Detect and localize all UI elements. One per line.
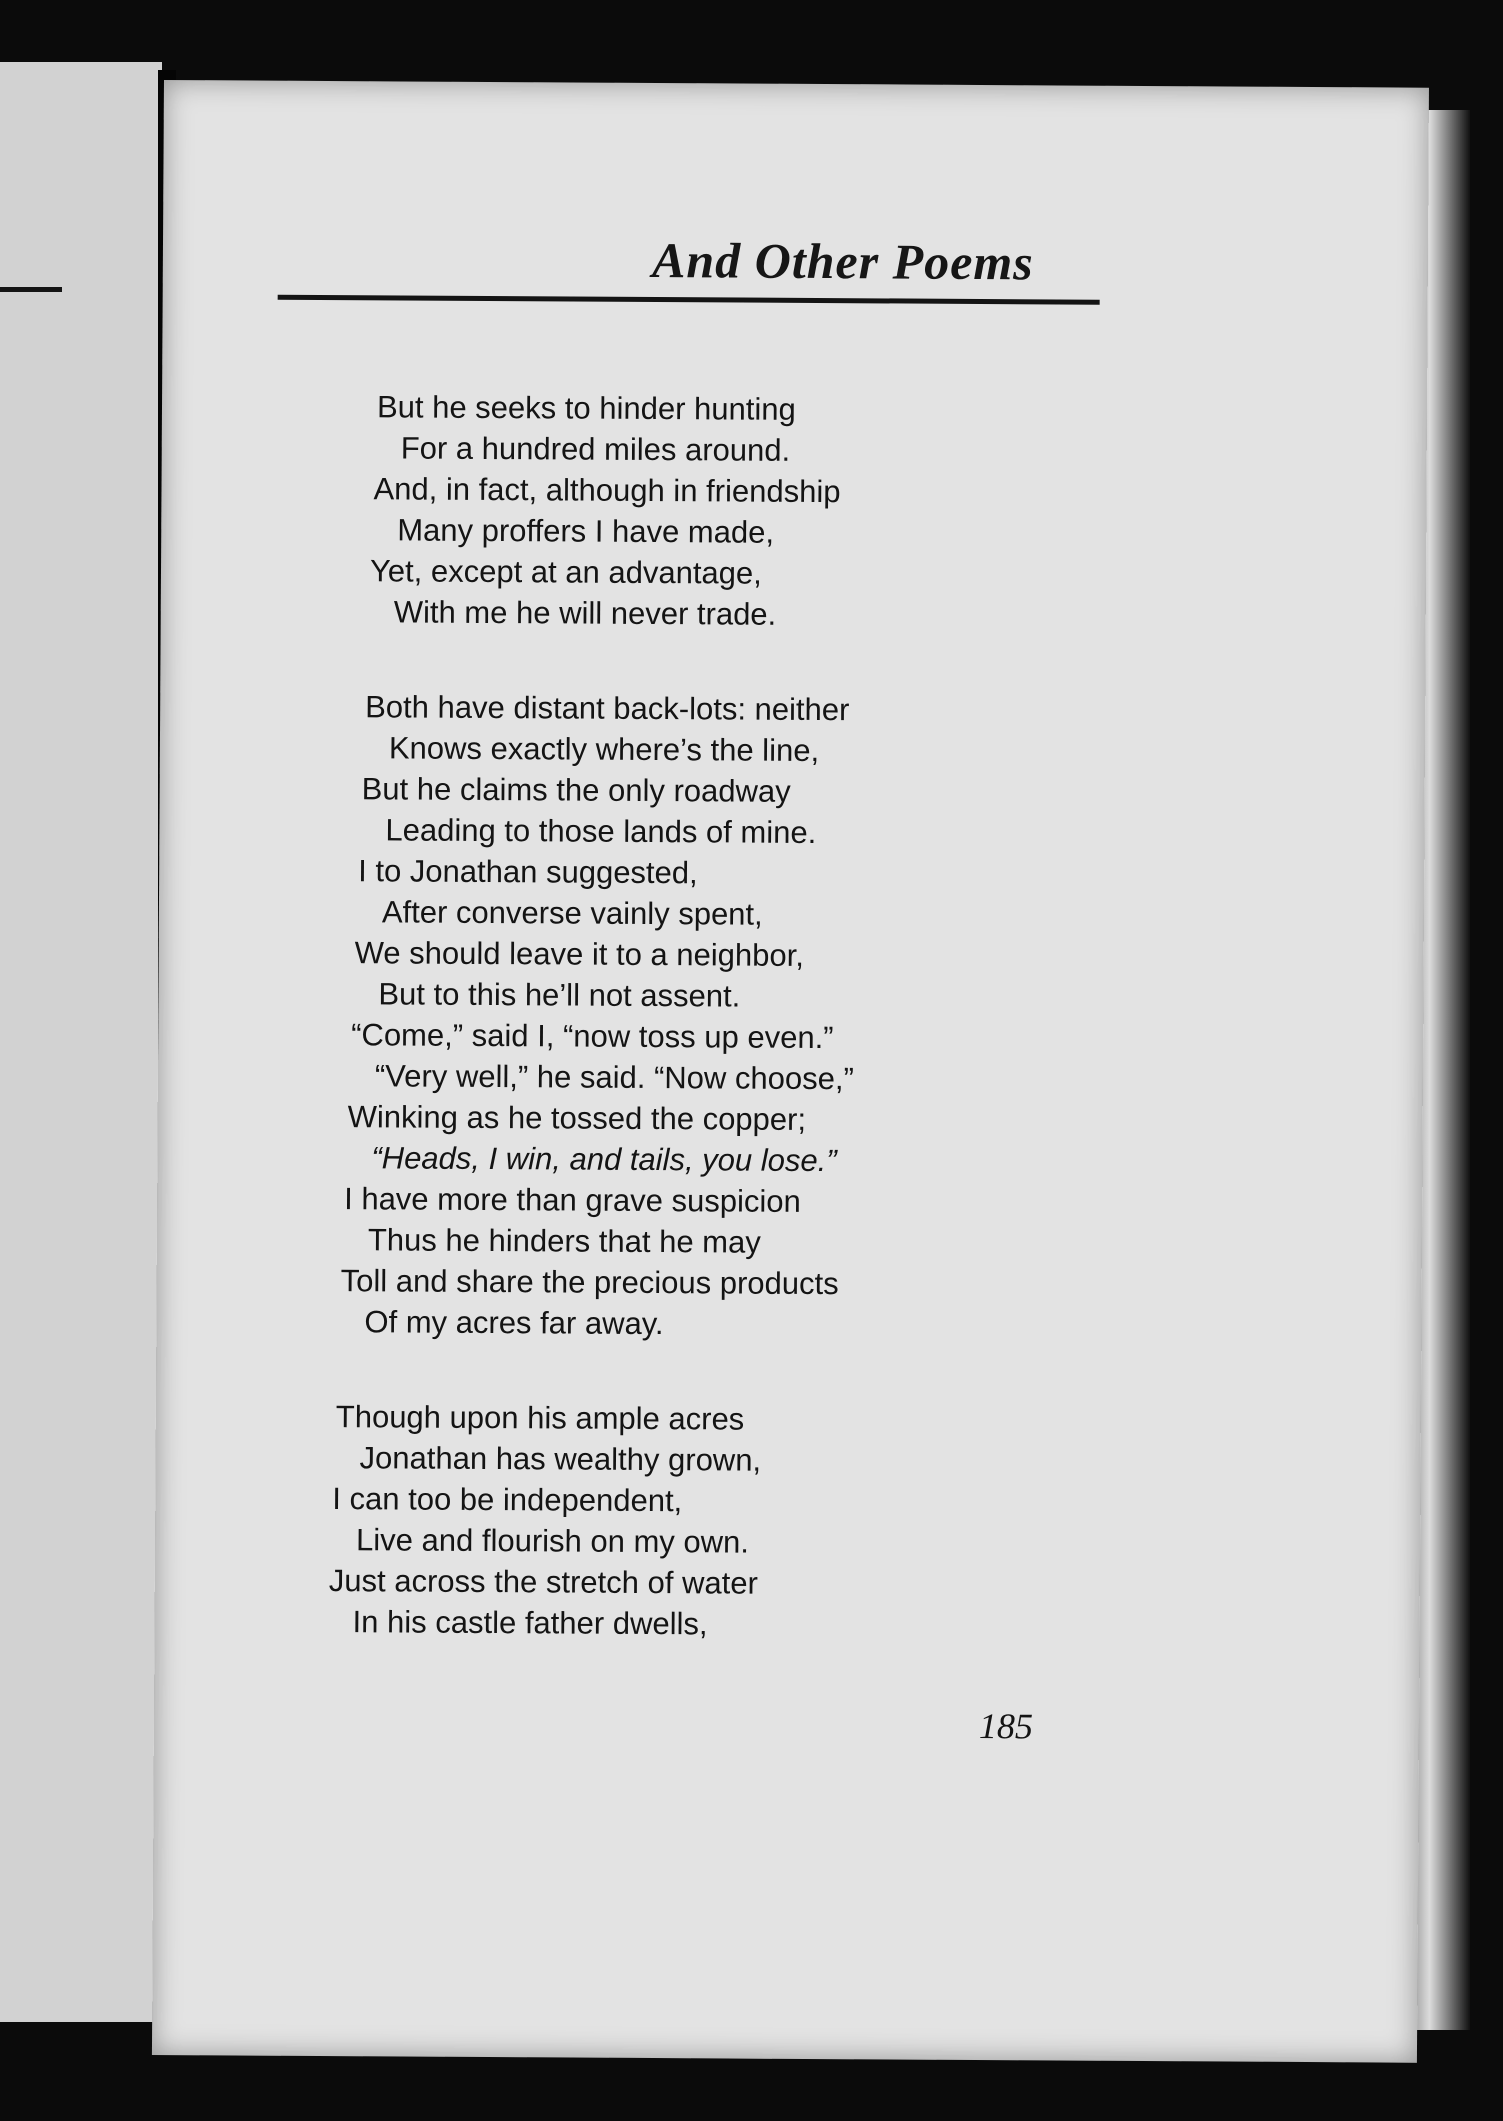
poem-line: With me he will never trade. <box>393 594 777 632</box>
poem-line: Winking as he tossed the copper; <box>347 1099 807 1137</box>
poem-line: In his castle father dwells, <box>352 1604 708 1642</box>
book-page <box>152 80 1429 2063</box>
poem-line: Toll and share the precious products <box>340 1263 839 1302</box>
poem-line: Yet, except at an advantage, <box>369 553 762 591</box>
left-page-rule <box>0 287 62 292</box>
poem-line: Just across the stretch of water <box>328 1563 758 1601</box>
poem-line: I can too be independent, <box>332 1481 683 1519</box>
poem-line: Jonathan has wealthy grown, <box>359 1440 762 1478</box>
poem-line: For a hundred miles around. <box>400 430 791 468</box>
poem-line: But he seeks to hinder hunting <box>376 389 796 427</box>
poem-line: We should leave it to a neighbor, <box>354 935 805 973</box>
poem-line: Though upon his ample acres <box>335 1399 745 1437</box>
left-page <box>0 62 162 2022</box>
poem-line: After converse vainly spent, <box>381 894 763 932</box>
poem-line: But he claims the only roadway <box>361 771 791 809</box>
poem-line: Of my acres far away. <box>364 1304 664 1342</box>
poem-line: Live and flourish on my own. <box>355 1522 750 1560</box>
running-head: And Other Poems <box>651 231 1034 291</box>
poem-line: Both have distant back-lots: neither <box>365 689 850 728</box>
page-number: 185 <box>978 1706 1034 1747</box>
poem-line: Thus he hinders that he may <box>367 1222 761 1260</box>
poem-line: “Very well,” he said. “Now choose,” <box>374 1058 854 1097</box>
poem-line: “Come,” said I, “now toss up even.” <box>351 1017 834 1056</box>
poem-line: But to this he’ll not assent. <box>378 976 741 1014</box>
poem-line: Leading to those lands of mine. <box>385 812 817 850</box>
poem-line: I have more than grave suspicion <box>344 1181 801 1219</box>
poem-line: Many proffers I have made, <box>397 512 775 550</box>
poem-line: And, in fact, although in friendship <box>373 471 841 510</box>
poem-line: Knows exactly where’s the line, <box>388 730 820 769</box>
poem-line: “Heads, I win, and tails, you lose.” <box>371 1140 837 1179</box>
poem-line: I to Jonathan suggested, <box>358 853 698 891</box>
poem-text <box>152 80 1429 2063</box>
